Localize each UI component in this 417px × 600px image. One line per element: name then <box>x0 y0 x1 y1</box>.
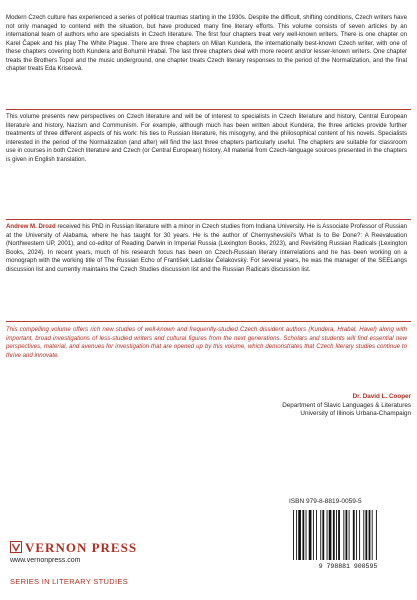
barcode-bar <box>353 510 355 560</box>
reviewer-block <box>282 393 411 419</box>
barcode-bar <box>316 510 317 560</box>
barcode-bar <box>376 510 377 560</box>
barcode-bar <box>333 510 335 560</box>
barcode-bar <box>306 510 307 560</box>
barcode-icon <box>289 508 407 570</box>
barcode-bar <box>320 510 321 560</box>
barcode-bar <box>356 510 357 560</box>
barcode-bar <box>338 510 340 560</box>
series-name: SERIES IN LITERARY STUDIES <box>10 577 128 586</box>
author-bio-text: received his PhD in Russian literature with a minor in Czech studies from Indiana University. He is Associate Professor of Russian at the University of Alabama, where he has taught for 30 years. He is the author of Chernyshevskii's What Is to Be Done?: A Reevaluation (Northwestern UP, 2001), and co-editor of Reading Darwin in Imperial Russia (Lexington Books, 2023), and Revisiting Russian Radicals (Lexington Books, 2024). In recent years, much of his research focus has been on Czech-Russian literary interrelations and he has been working on a monograph with the working title of The Russian Echo of František Ladislav Čelakovský. For several years, he was the manager of the SEELangs discussion list and currently maintains the Czech Studies discussion list and the Russian Radicals discussion list. <box>6 223 407 273</box>
barcode-bar <box>343 510 344 560</box>
barcode-bar <box>296 510 297 560</box>
barcode-bar <box>309 510 312 560</box>
vernon-press-logo-icon <box>10 541 22 553</box>
barcode-bar <box>336 510 337 560</box>
barcode-bar <box>329 510 332 560</box>
reviewer-institution: University of Illinois Urbana-Champaign <box>300 410 411 417</box>
barcode-bar <box>349 510 350 560</box>
barcode-bar <box>363 510 364 560</box>
divider-2 <box>6 219 411 220</box>
reviewer-department: Department of Slavic Languages & Literatures <box>282 401 411 409</box>
reviewer-name: Dr. David L. Cooper <box>352 393 411 400</box>
barcode-bar <box>298 510 301 560</box>
publisher-logo <box>10 540 137 556</box>
barcode-bar <box>359 510 360 560</box>
description-paragraph-2: This volume presents new perspectives on Czech literature and will be of interest to specialists in Czech literature and history, Central European literature and history, Nazism and Communism. For example, although much has been written about Kundera, the three articles provide further treatments of three different aspects of his work: his ties to Russian literature, his misogyny, and the philosophical content of his novels. Specialists interested in the period of the Normalization (and after) will find the last three chapters particularly useful. The chapters are suitable for classroom use in courses in both Czech literature and Czech (or Central European) history. All material from Czech-language sources presented in the chapters is given in English translation. <box>6 113 407 163</box>
author-bio <box>6 223 407 274</box>
description-paragraph-1: Modern Czech culture has experienced a series of political traumas starting in the 1930s. Despite the difficult, shifting conditions, Czech writers have not only managed to contend with the situation, but have produced many fine literary efforts. This volume consists of seven articles by an international team of authors who are specialists in Czech literature. The first four chapters treat very well-known writers. There is one chapter on Karel Čapek and his play The White Plague. There are three chapters on Milan Kundera, the internationally best-known Czech writer, with one of these chapters covering both Kundera and Bohumil Hrabal. The last three chapters deal with more recent and/or lesser-known writers. One chapter treats the Brothers Topol and the music underground, one chapter treats Czech literary responses to the period of the Normalization, and the final chapter treats Eda Kriseová. <box>6 14 407 72</box>
publisher-name: VERNON PRESS <box>25 540 138 555</box>
barcode-bar <box>313 510 314 560</box>
author-name: Andrew M. Drozd <box>6 223 56 230</box>
barcode-digits: 9 798881 900595 <box>318 563 378 570</box>
barcode-bar <box>293 510 294 560</box>
publisher-block <box>10 540 137 564</box>
review-quote: This compelling volume offers rich new studies of well-known and frequently-studied Czech dissident authors (Kundera, Hrabal, Havel) along with important, broad investigations of less-studied writers and cultural figures from the next generations. Scholars and students will find essential new perspectives, material, and avenues for investigation that are opened up by this volume, which demonstrates that Czech literary studies continue to thrive and innovate. <box>6 326 407 359</box>
barcode-bar <box>365 510 367 560</box>
barcode-bar <box>346 510 348 560</box>
barcode-bar <box>369 510 371 560</box>
barcode-bar <box>322 510 324 560</box>
barcode-bar <box>372 510 373 560</box>
publisher-url: www.vernonpress.com <box>10 557 81 564</box>
isbn-barcode <box>289 498 409 575</box>
barcode-bar <box>327 510 328 560</box>
barcode-bar <box>302 510 304 560</box>
divider-3 <box>6 321 411 322</box>
divider-1 <box>6 109 411 110</box>
isbn-label: ISBN 979-8-8819-0059-5 <box>289 498 362 505</box>
